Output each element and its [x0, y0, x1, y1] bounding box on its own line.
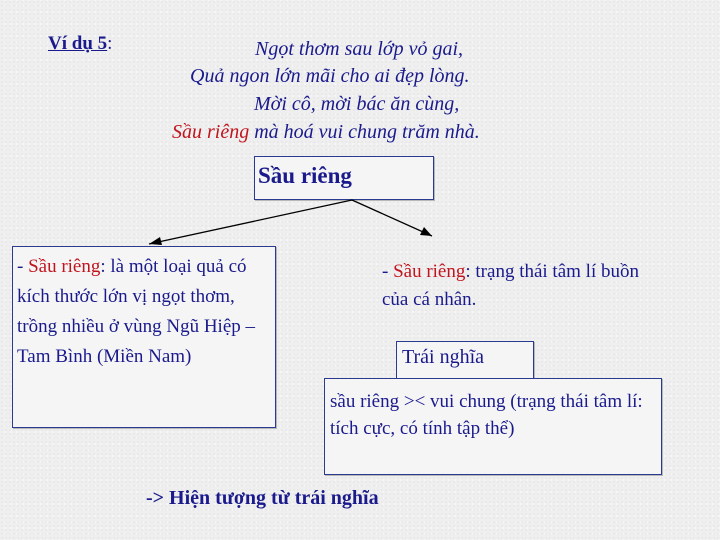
right-meaning-term: Sầu riêng — [393, 261, 466, 282]
poem-line-2: Quả ngon lớn mãi cho ai đẹp lòng. — [190, 65, 470, 87]
left-arrow-line — [149, 200, 352, 244]
left-meaning-rest: : là một loại quả có kích thước lớn vị ngọt thơm, trồng nhiều ở vùng Ngũ Hiệp – Tam Bình (Miền Nam) — [17, 256, 256, 367]
poem-line-3: Mời cô, mời bác ăn cùng, — [254, 93, 460, 115]
title-box-text: Sầu riêng — [258, 163, 352, 188]
left-meaning-text — [17, 252, 272, 372]
antonym-box-text: Trái nghĩa — [402, 346, 485, 368]
left-meaning-term: Sầu riêng — [28, 256, 101, 277]
right-arrow-line — [352, 200, 432, 236]
right-meaning-prefix: - — [382, 261, 394, 282]
right-meaning-text — [382, 258, 642, 314]
example-label-colon: : — [107, 33, 113, 54]
left-arrow-head — [149, 237, 162, 245]
left-meaning-prefix: - — [17, 256, 29, 277]
poem-line-1: Ngọt thơm sau lớp vỏ gai, — [255, 38, 464, 60]
right-arrow-head — [420, 227, 432, 236]
conclusion-text: -> Hiện tượng từ trái nghĩa — [146, 487, 379, 509]
relation-box-text: sầu riêng >< vui chung (trạng thái tâm lí: tích cực, có tính tập thể) — [330, 391, 643, 439]
right-meaning-rest: : trạng thái tâm lí buồn của cá nhân. — [382, 261, 639, 310]
poem-highlight-term: Sầu riêng — [172, 121, 250, 143]
example-label-text: Ví dụ 5 — [48, 33, 108, 54]
poem-line-4-rest: mà hoá vui chung trăm nhà. — [249, 121, 480, 143]
